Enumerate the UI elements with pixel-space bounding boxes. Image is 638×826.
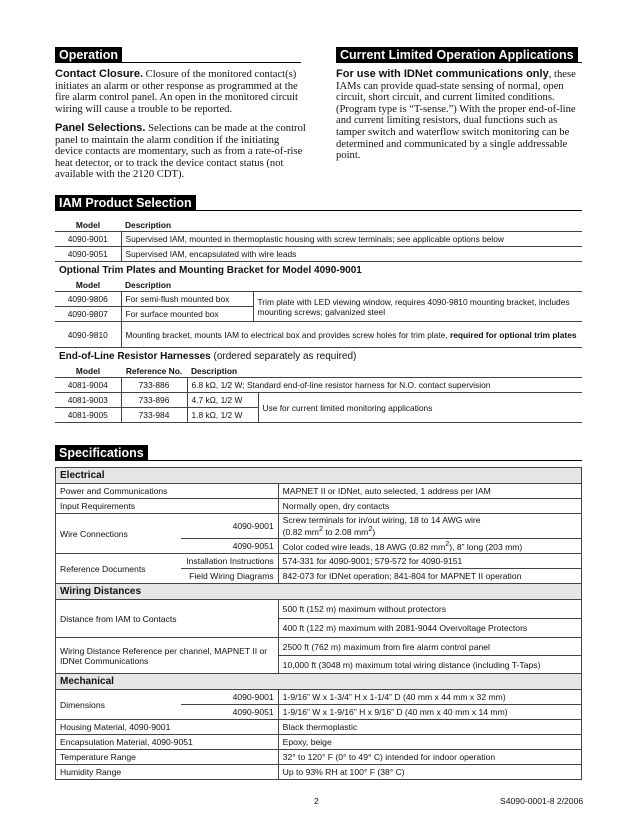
document-number: S4090-0001-8 2/2006 — [500, 796, 584, 806]
trim-plates-table — [55, 279, 582, 348]
page-number: 2 — [314, 796, 319, 806]
col-model: Model — [55, 365, 121, 378]
spec-value: 574-331 for 4090-9001; 579-572 for 4090-9151 — [278, 554, 581, 569]
description-cell: For semi-flush mounted box — [121, 292, 253, 307]
mechanical-band — [56, 674, 582, 690]
reference-cell: 733-886 — [121, 378, 187, 393]
bracket-description: Mounting bracket, mounts IAM to electrical box and provides screw holes for trim plate, — [125, 329, 450, 340]
table-row — [56, 720, 582, 735]
operation-heading: Operation — [55, 47, 122, 63]
spec-value: 1-9/16” W x 1-9/16” H x 9/16” D (40 mm x 40 mm x 14 mm) — [278, 705, 581, 720]
model-cell: 4090-9806 — [55, 292, 121, 307]
specifications-rule — [55, 460, 582, 461]
iam-selection-rule — [55, 210, 582, 211]
table-row — [56, 750, 582, 765]
operation-rule — [55, 62, 301, 63]
table-row — [56, 514, 582, 539]
table-row — [56, 554, 582, 569]
current-limited-paragraph — [336, 69, 582, 162]
table-row — [56, 484, 582, 499]
reference-cell: 733-984 — [121, 408, 187, 423]
spec-value: Normally open, dry contacts — [278, 499, 581, 514]
wiring-distances-heading: Wiring Distances — [56, 584, 582, 600]
idnet-only-heading: For use with IDNet communications only — [336, 68, 549, 80]
wiring-band — [56, 584, 582, 600]
table-row — [56, 735, 582, 750]
col-description: Description — [121, 219, 582, 232]
spec-value: 400 ft (122 m) maximum with 2081-9044 Overvoltage Protectors — [278, 619, 581, 638]
table-row — [55, 378, 582, 393]
table-row — [56, 690, 582, 705]
spec-value: 10,000 ft (3048 m) maximum total wiring distance (including T-Taps) — [278, 656, 581, 674]
spec-label: Wiring Distance Reference per channel, MAPNET II or IDNet Communications — [56, 638, 279, 674]
table-row — [56, 638, 582, 656]
bracket-required-note: required for optional trim plates — [449, 329, 577, 340]
contact-closure-heading: Contact Closure. — [55, 68, 144, 80]
panel-selections-heading: Panel Selections. — [55, 122, 146, 134]
superscript: 2 — [445, 540, 450, 549]
spec-label: Humidity Range — [56, 765, 279, 780]
iam-selection-heading: IAM Product Selection — [55, 195, 196, 211]
col-description: Description — [187, 365, 582, 378]
model-cell: 4081-9005 — [55, 408, 121, 423]
eol-title: End-of-Line Resistor Harnesses — [59, 351, 211, 362]
spec-value: Epoxy, beige — [278, 735, 581, 750]
col-reference: Reference No. — [121, 365, 187, 378]
table-row — [56, 499, 582, 514]
spec-value: 500 ft (152 m) maximum without protectors — [278, 600, 581, 619]
iam-model-table — [55, 219, 582, 262]
model-cell: 4081-9003 — [55, 393, 121, 408]
spec-sublabel: Installation Instructions — [181, 554, 278, 569]
electrical-band — [56, 468, 582, 484]
description-cell: 6.8 kΩ, 1/2 W; Standard end-of-line resistor harness for N.O. contact supervision — [187, 378, 582, 393]
spec-sublabel: 4090-9001 — [181, 690, 278, 705]
table-row — [55, 247, 582, 262]
spec-sublabel: 4090-9051 — [181, 705, 278, 720]
wire-leads-a: Color coded wire leads, 18 AWG (0.82 mm — [282, 541, 446, 552]
spec-value: Up to 93% RH at 100° F (38° C) — [278, 765, 581, 780]
spec-value: MAPNET II or IDNet, auto selected, 1 address per IAM — [278, 484, 581, 499]
spec-label: Temperature Range — [56, 750, 279, 765]
table-row — [55, 292, 582, 307]
model-cell: 4090-9051 — [55, 247, 121, 262]
operation-paragraph-1 — [55, 69, 307, 115]
table-row — [55, 232, 582, 247]
model-cell: 4090-9807 — [55, 307, 121, 322]
panel-selections-text: Selections can be made at the control panel to maintain the alarm condition if the initiating device contacts are momentary, such as from a rate-of-rise heat detector, or to track the device contact status (not available with the 2120 CDT). — [55, 123, 306, 181]
spec-sublabel: Field Wiring Diagrams — [181, 569, 278, 584]
spec-label: Wire Connections — [56, 514, 182, 554]
operation-paragraph-2 — [55, 123, 307, 181]
description-cell: Supervised IAM, encapsulated with wire leads — [121, 247, 582, 262]
spec-value: 2500 ft (762 m) maximum from fire alarm control panel — [278, 638, 581, 656]
specifications-table — [55, 467, 582, 780]
table-header-row — [55, 279, 582, 292]
description-cell: 1.8 kΩ, 1/2 W — [187, 408, 258, 423]
wire-leads-b: ), 8” long (203 mm) — [449, 541, 523, 552]
description-cell: For surface mounted box — [121, 307, 253, 322]
description-cell — [121, 322, 582, 348]
description-cell: 4.7 kΩ, 1/2 W — [187, 393, 258, 408]
spec-value: 32° to 120° F (0° to 49° C) intended for indoor operation — [278, 750, 581, 765]
model-cell: 4090-9001 — [55, 232, 121, 247]
current-limited-text: , these IAMs can provide quad-state sensing of normal, open circuit, short circuit, and current limited conditions. (Program type is “T-sense.”) With the proper end-of-line and current limiting resistors, dual functions such as tamper switch and waterflow switch monitoring can be determined and communicated by a single addressable point. — [336, 69, 576, 162]
spec-sublabel: 4090-9001 — [181, 514, 278, 539]
table-header-row — [55, 219, 582, 232]
spec-value: Black thermoplastic — [278, 720, 581, 735]
eol-harness-table — [55, 365, 582, 423]
col-description: Description — [121, 279, 582, 292]
spec-label: Reference Documents — [56, 554, 182, 584]
table-header-row — [55, 365, 582, 378]
reference-cell: 733-896 — [121, 393, 187, 408]
model-cell: 4081-9004 — [55, 378, 121, 393]
wire-value-mm-a: (0.82 mm — [282, 526, 319, 537]
spec-label: Distance from IAM to Contacts — [56, 600, 279, 638]
trim-plate-shared-description: Trim plate with LED viewing window, requires 4090-9810 mounting bracket, includes mounting screws; galvanized steel — [253, 292, 582, 322]
spec-label: Dimensions — [56, 690, 182, 720]
model-cell: 4090-9810 — [55, 322, 121, 348]
superscript: 2 — [318, 525, 323, 534]
spec-sublabel: 4090-9051 — [181, 539, 278, 554]
electrical-heading: Electrical — [56, 468, 582, 484]
trim-plates-heading: Optional Trim Plates and Mounting Bracket for Model 4090-9001 — [59, 265, 362, 276]
superscript: 2 — [368, 525, 373, 534]
spec-value — [278, 539, 581, 554]
table-row — [55, 322, 582, 348]
spec-label: Power and Communications — [56, 484, 279, 499]
spec-label: Housing Material, 4090-9001 — [56, 720, 279, 735]
table-row — [56, 765, 582, 780]
eol-note: (ordered separately as required) — [210, 351, 357, 362]
table-row — [56, 600, 582, 619]
description-cell: Supervised IAM, mounted in thermoplastic housing with screw terminals; see applicable options below — [121, 232, 582, 247]
eol-harnesses-heading — [59, 351, 356, 362]
col-model: Model — [55, 219, 121, 232]
mechanical-heading: Mechanical — [56, 674, 582, 690]
table-row — [55, 393, 582, 408]
current-limited-heading: Current Limited Operation Applications — [336, 47, 578, 63]
wire-value-line1: Screw terminals for in/out wiring, 18 to 14 AWG wire — [282, 515, 481, 526]
wire-value-mm-b: to 2.08 mm — [322, 526, 369, 537]
contact-closure-text: Closure of the monitored contact(s) initiates an alarm or other response as programmed at the fire alarm control panel. An open in the monitored circuit wiring will cause a trouble to be reported. — [55, 69, 298, 115]
current-limited-rule — [336, 62, 582, 63]
spec-label: Input Requirements — [56, 499, 279, 514]
spec-label: Encapsulation Material, 4090-9051 — [56, 735, 279, 750]
specifications-heading: Specifications — [55, 445, 148, 461]
spec-value: 1-9/16” W x 1-3/4” H x 1-1/4” D (40 mm x 44 mm x 32 mm) — [278, 690, 581, 705]
eol-shared-description: Use for current limited monitoring applications — [258, 393, 582, 423]
spec-value: 842-073 for IDNet operation; 841-804 for MAPNET II operation — [278, 569, 581, 584]
col-model: Model — [55, 279, 121, 292]
spec-value: Screw terminals for in/out wiring, 18 to 14 AWG wire (0.82 $mm^2$ to 2.08 $mm^2$) — [278, 514, 581, 539]
